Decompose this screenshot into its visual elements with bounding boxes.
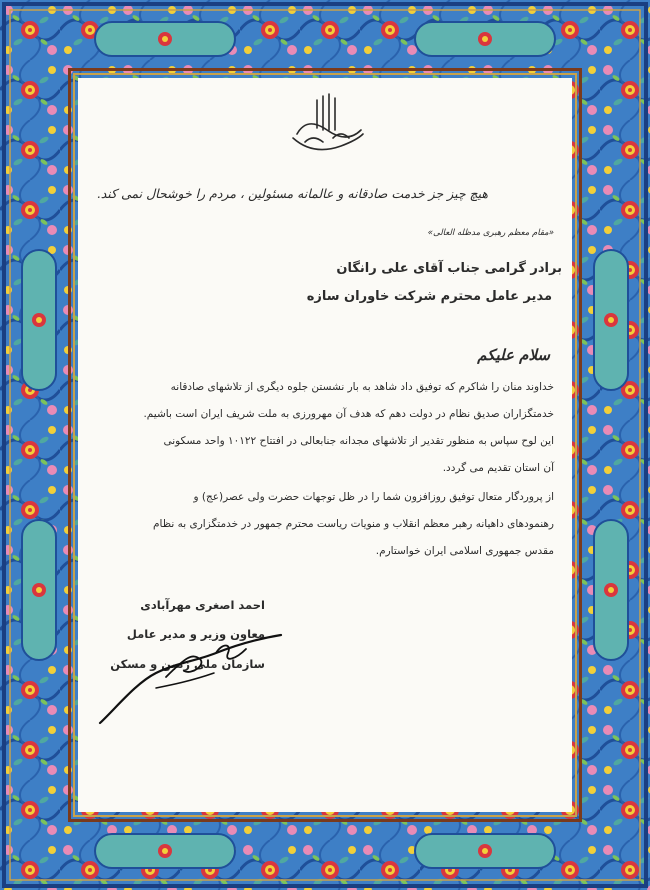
recipient-position: مدیر عامل محترم شرکت خاوران سازه — [306, 289, 552, 304]
handwritten-signature — [96, 613, 286, 733]
signatory-title: معاون وزیر و مدیر عامل — [126, 627, 265, 641]
signatory-organization: سازمان ملی زمین و مسکن — [110, 657, 265, 671]
signatory-name: احمد اصغری مهرآبادی — [140, 598, 265, 612]
body-line: رهنمودهای داهیانه رهبر معظم انقلاب و منویات ریاست محترم جمهور در خدمتگزاری به نظام — [153, 518, 554, 530]
body-line: این لوح سپاس به منظور تقدیر از تلاشهای مجدانه جنابعالی در افتتاح ۱۰۱۲۲ واحد مسکونی — [163, 435, 554, 447]
recipient-name: برادر گرامی جناب آقای علی رانگان — [336, 261, 562, 276]
body-line: آن استان تقدیم می گردد. — [442, 462, 554, 474]
greeting: سلام علیکم — [477, 346, 550, 364]
leader-quote: هیچ چیز جز خدمت صادقانه و عالمانه مسئولین ، مردم را خوشحال نمی کند. — [96, 186, 488, 201]
body-line: از پروردگار متعال توفیق روزافزون شما را در ظل توجهات حضرت ولی عصر(عج) و — [193, 491, 554, 503]
quote-attribution: «مقام معظم رهبری مدظله العالی» — [427, 228, 554, 238]
certificate-paper — [78, 78, 572, 812]
body-line: خداوند منان را شاکرم که توفیق داد شاهد به بار نشستن جلوه دیگری از تلاشهای صادقانه — [170, 381, 554, 393]
body-line: مقدس جمهوری اسلامی ایران خواستارم. — [375, 545, 554, 557]
calligraphy-emblem — [283, 90, 371, 160]
body-line: خدمتگزاران صدیق نظام در دولت دهم که هدف آن مهرورزی به ملت شریف ایران است باشیم. — [143, 408, 554, 420]
